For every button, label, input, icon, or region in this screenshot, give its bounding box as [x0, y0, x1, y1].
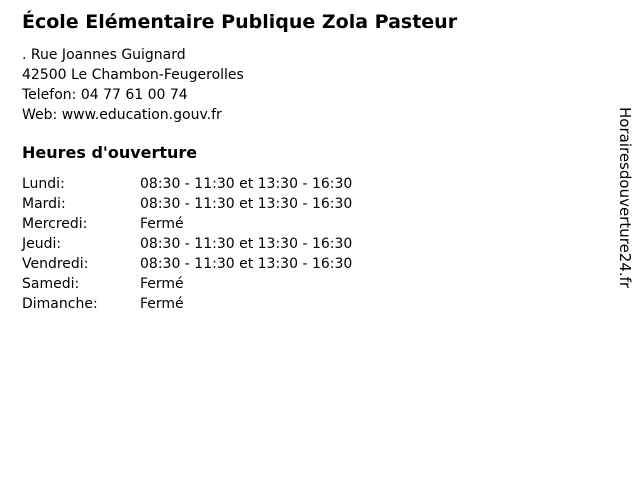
address-street: . Rue Joannes Guignard — [22, 47, 186, 63]
hours-value: Fermé — [140, 296, 184, 312]
page-title: École Elémentaire Publique Zola Pasteur — [22, 11, 458, 33]
opening-hours-table — [22, 174, 352, 314]
day-label: Mercredi: — [22, 216, 88, 232]
table-row — [22, 174, 352, 194]
address-city: 42500 Le Chambon-Feugerolles — [22, 67, 244, 83]
day-label: Samedi: — [22, 276, 80, 292]
hours-value: 08:30 - 11:30 et 13:30 - 16:30 — [140, 176, 353, 192]
site-watermark: Horairesdouverture24.fr — [616, 107, 634, 289]
hours-value: 08:30 - 11:30 et 13:30 - 16:30 — [140, 196, 353, 212]
hours-value: 08:30 - 11:30 et 13:30 - 16:30 — [140, 236, 353, 252]
address-block — [22, 45, 244, 125]
website-line: Web: www.education.gouv.fr — [22, 107, 222, 123]
phone-line: Telefon: 04 77 61 00 74 — [22, 87, 188, 103]
table-row — [22, 214, 352, 234]
day-label: Mardi: — [22, 196, 66, 212]
day-label: Vendredi: — [22, 256, 89, 272]
day-label: Jeudi: — [22, 236, 62, 252]
table-row — [22, 294, 352, 314]
day-label: Lundi: — [22, 176, 65, 192]
hours-value: Fermé — [140, 276, 184, 292]
table-row — [22, 274, 352, 294]
day-label: Dimanche: — [22, 296, 98, 312]
hours-value: Fermé — [140, 216, 184, 232]
hours-value: 08:30 - 11:30 et 13:30 - 16:30 — [140, 256, 353, 272]
table-row — [22, 254, 352, 274]
table-row — [22, 234, 352, 254]
opening-hours-heading: Heures d'ouverture — [22, 143, 198, 162]
table-row — [22, 194, 352, 214]
